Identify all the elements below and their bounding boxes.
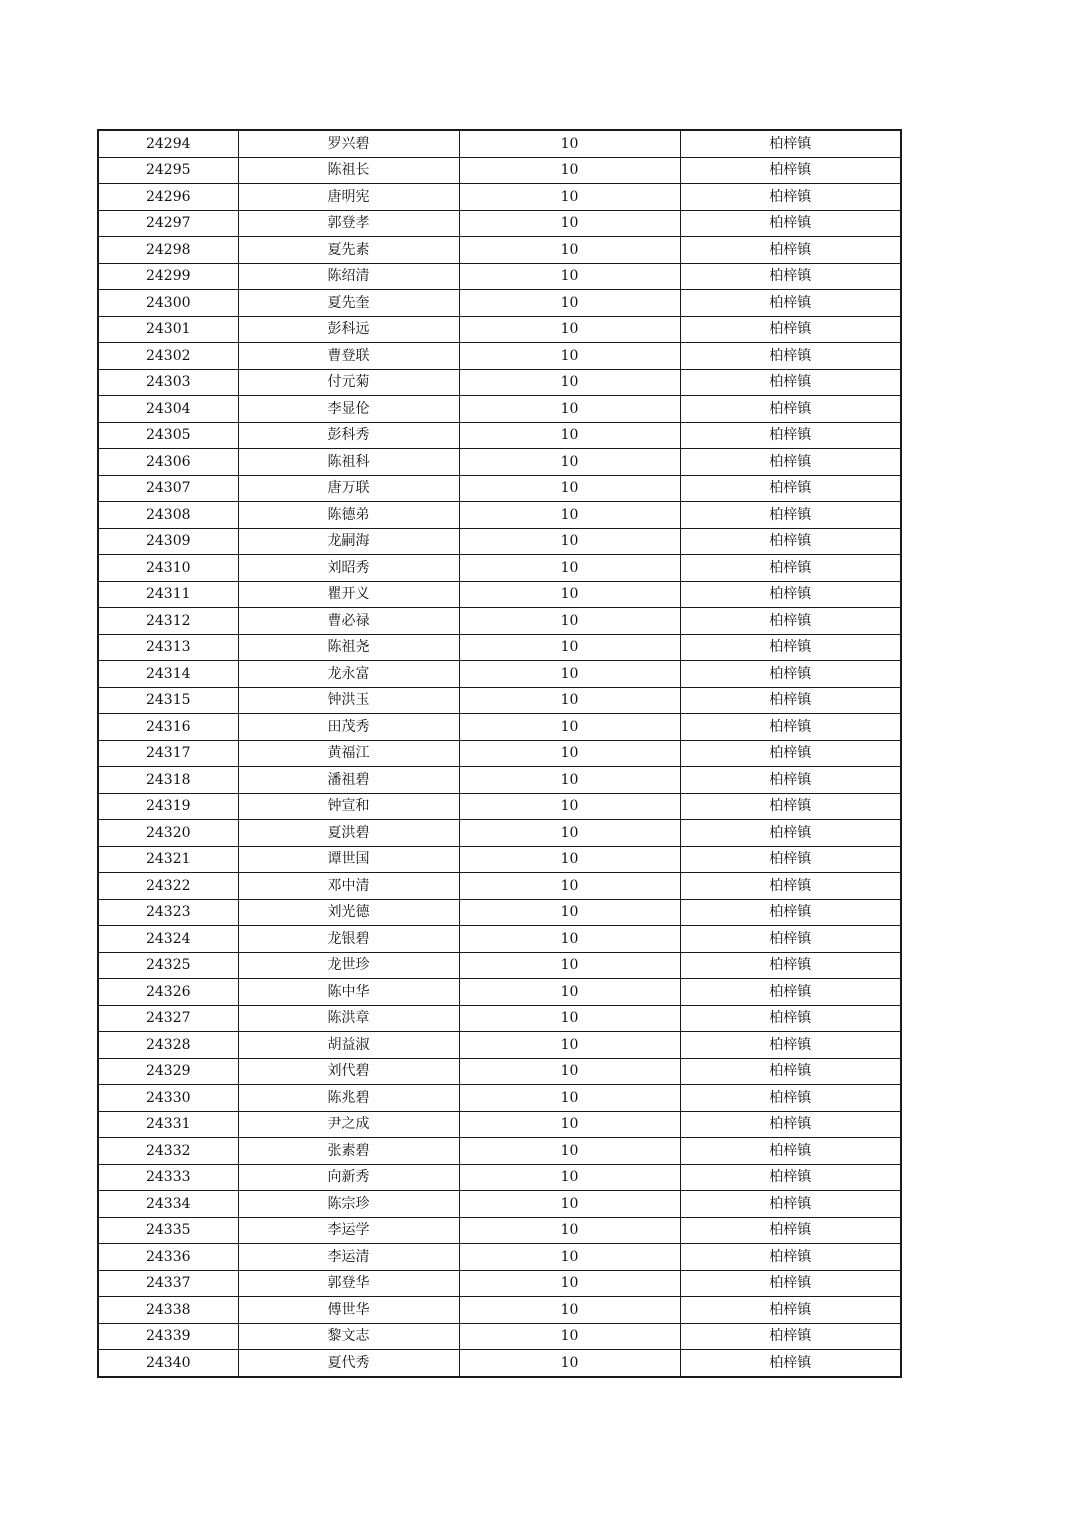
name-cell: 彭科远 <box>238 316 459 343</box>
amount-cell: 10 <box>459 1032 680 1059</box>
amount-cell: 10 <box>459 396 680 423</box>
row-number-cell: 24299 <box>98 263 238 290</box>
town-cell: 柏梓镇 <box>680 608 901 635</box>
table-row <box>98 210 901 237</box>
name-cell: 曹登联 <box>238 343 459 370</box>
amount-cell: 10 <box>459 290 680 317</box>
row-number-cell: 24311 <box>98 581 238 608</box>
amount-cell: 10 <box>459 555 680 582</box>
town-cell: 柏梓镇 <box>680 396 901 423</box>
amount-cell: 10 <box>459 687 680 714</box>
row-number-cell: 24296 <box>98 184 238 211</box>
name-cell: 胡益淑 <box>238 1032 459 1059</box>
table-row <box>98 1138 901 1165</box>
table-row <box>98 502 901 529</box>
amount-cell: 10 <box>459 767 680 794</box>
row-number-cell: 24307 <box>98 475 238 502</box>
table-row <box>98 793 901 820</box>
town-cell: 柏梓镇 <box>680 316 901 343</box>
table-row <box>98 1032 901 1059</box>
amount-cell: 10 <box>459 475 680 502</box>
table-row <box>98 1323 901 1350</box>
town-cell: 柏梓镇 <box>680 581 901 608</box>
table-row <box>98 157 901 184</box>
town-cell: 柏梓镇 <box>680 873 901 900</box>
amount-cell: 10 <box>459 952 680 979</box>
town-cell: 柏梓镇 <box>680 1032 901 1059</box>
town-cell: 柏梓镇 <box>680 687 901 714</box>
amount-cell: 10 <box>459 263 680 290</box>
amount-cell: 10 <box>459 502 680 529</box>
table-row <box>98 979 901 1006</box>
amount-cell: 10 <box>459 369 680 396</box>
table-row <box>98 846 901 873</box>
town-cell: 柏梓镇 <box>680 502 901 529</box>
table-row <box>98 740 901 767</box>
row-number-cell: 24336 <box>98 1244 238 1271</box>
row-number-cell: 24328 <box>98 1032 238 1059</box>
name-cell: 唐万联 <box>238 475 459 502</box>
table-row <box>98 873 901 900</box>
name-cell: 郭登孝 <box>238 210 459 237</box>
town-cell: 柏梓镇 <box>680 290 901 317</box>
name-cell: 张素碧 <box>238 1138 459 1165</box>
table-row <box>98 316 901 343</box>
amount-cell: 10 <box>459 1111 680 1138</box>
amount-cell: 10 <box>459 979 680 1006</box>
town-cell: 柏梓镇 <box>680 740 901 767</box>
name-cell: 付元菊 <box>238 369 459 396</box>
name-cell: 郭登华 <box>238 1270 459 1297</box>
town-cell: 柏梓镇 <box>680 1164 901 1191</box>
name-cell: 陈中华 <box>238 979 459 1006</box>
amount-cell: 10 <box>459 1350 680 1377</box>
amount-cell: 10 <box>459 1191 680 1218</box>
town-cell: 柏梓镇 <box>680 714 901 741</box>
table-row <box>98 926 901 953</box>
row-number-cell: 24316 <box>98 714 238 741</box>
row-number-cell: 24297 <box>98 210 238 237</box>
town-cell: 柏梓镇 <box>680 899 901 926</box>
name-cell: 李显伦 <box>238 396 459 423</box>
name-cell: 刘光德 <box>238 899 459 926</box>
town-cell: 柏梓镇 <box>680 369 901 396</box>
row-number-cell: 24298 <box>98 237 238 264</box>
name-cell: 刘代碧 <box>238 1058 459 1085</box>
name-cell: 龙嗣海 <box>238 528 459 555</box>
name-cell: 刘昭秀 <box>238 555 459 582</box>
row-number-cell: 24310 <box>98 555 238 582</box>
row-number-cell: 24315 <box>98 687 238 714</box>
amount-cell: 10 <box>459 1297 680 1324</box>
amount-cell: 10 <box>459 1164 680 1191</box>
name-cell: 夏代秀 <box>238 1350 459 1377</box>
name-cell: 邓中清 <box>238 873 459 900</box>
amount-cell: 10 <box>459 316 680 343</box>
table-row <box>98 1297 901 1324</box>
town-cell: 柏梓镇 <box>680 210 901 237</box>
town-cell: 柏梓镇 <box>680 820 901 847</box>
row-number-cell: 24329 <box>98 1058 238 1085</box>
table-row <box>98 184 901 211</box>
row-number-cell: 24334 <box>98 1191 238 1218</box>
amount-cell: 10 <box>459 1005 680 1032</box>
row-number-cell: 24321 <box>98 846 238 873</box>
town-cell: 柏梓镇 <box>680 793 901 820</box>
town-cell: 柏梓镇 <box>680 130 901 157</box>
name-cell: 尹之成 <box>238 1111 459 1138</box>
town-cell: 柏梓镇 <box>680 1350 901 1377</box>
amount-cell: 10 <box>459 820 680 847</box>
town-cell: 柏梓镇 <box>680 237 901 264</box>
row-number-cell: 24302 <box>98 343 238 370</box>
name-cell: 向新秀 <box>238 1164 459 1191</box>
row-number-cell: 24339 <box>98 1323 238 1350</box>
name-cell: 黎文志 <box>238 1323 459 1350</box>
table-row <box>98 952 901 979</box>
amount-cell: 10 <box>459 899 680 926</box>
row-number-cell: 24303 <box>98 369 238 396</box>
name-cell: 瞿开义 <box>238 581 459 608</box>
town-cell: 柏梓镇 <box>680 1138 901 1165</box>
row-number-cell: 24304 <box>98 396 238 423</box>
amount-cell: 10 <box>459 740 680 767</box>
name-cell: 陈德弟 <box>238 502 459 529</box>
name-cell: 陈祖科 <box>238 449 459 476</box>
table-row <box>98 767 901 794</box>
amount-cell: 10 <box>459 1270 680 1297</box>
name-cell: 李运学 <box>238 1217 459 1244</box>
table-row <box>98 1111 901 1138</box>
table-row <box>98 290 901 317</box>
amount-cell: 10 <box>459 1217 680 1244</box>
town-cell: 柏梓镇 <box>680 1085 901 1112</box>
amount-cell: 10 <box>459 1244 680 1271</box>
town-cell: 柏梓镇 <box>680 449 901 476</box>
table-row <box>98 396 901 423</box>
amount-cell: 10 <box>459 1323 680 1350</box>
amount-cell: 10 <box>459 634 680 661</box>
row-number-cell: 24326 <box>98 979 238 1006</box>
town-cell: 柏梓镇 <box>680 979 901 1006</box>
amount-cell: 10 <box>459 157 680 184</box>
table-row <box>98 634 901 661</box>
amount-cell: 10 <box>459 661 680 688</box>
amount-cell: 10 <box>459 926 680 953</box>
town-cell: 柏梓镇 <box>680 846 901 873</box>
name-cell: 曹必禄 <box>238 608 459 635</box>
table-row <box>98 1270 901 1297</box>
name-cell: 罗兴碧 <box>238 130 459 157</box>
row-number-cell: 24295 <box>98 157 238 184</box>
amount-cell: 10 <box>459 343 680 370</box>
town-cell: 柏梓镇 <box>680 1005 901 1032</box>
town-cell: 柏梓镇 <box>680 1111 901 1138</box>
town-cell: 柏梓镇 <box>680 634 901 661</box>
row-number-cell: 24332 <box>98 1138 238 1165</box>
table-row <box>98 1244 901 1271</box>
name-cell: 陈祖尧 <box>238 634 459 661</box>
town-cell: 柏梓镇 <box>680 263 901 290</box>
town-cell: 柏梓镇 <box>680 1270 901 1297</box>
row-number-cell: 24300 <box>98 290 238 317</box>
name-cell: 田茂秀 <box>238 714 459 741</box>
amount-cell: 10 <box>459 422 680 449</box>
amount-cell: 10 <box>459 714 680 741</box>
town-cell: 柏梓镇 <box>680 343 901 370</box>
name-cell: 夏先奎 <box>238 290 459 317</box>
row-number-cell: 24324 <box>98 926 238 953</box>
town-cell: 柏梓镇 <box>680 184 901 211</box>
town-cell: 柏梓镇 <box>680 952 901 979</box>
table-row <box>98 263 901 290</box>
amount-cell: 10 <box>459 793 680 820</box>
amount-cell: 10 <box>459 237 680 264</box>
name-cell: 陈宗珍 <box>238 1191 459 1218</box>
name-cell: 钟宣和 <box>238 793 459 820</box>
row-number-cell: 24308 <box>98 502 238 529</box>
town-cell: 柏梓镇 <box>680 926 901 953</box>
row-number-cell: 24338 <box>98 1297 238 1324</box>
table-row <box>98 581 901 608</box>
table-row <box>98 130 901 157</box>
row-number-cell: 24340 <box>98 1350 238 1377</box>
name-cell: 唐明宪 <box>238 184 459 211</box>
row-number-cell: 24330 <box>98 1085 238 1112</box>
name-cell: 夏先素 <box>238 237 459 264</box>
name-cell: 陈祖长 <box>238 157 459 184</box>
row-number-cell: 24331 <box>98 1111 238 1138</box>
name-cell: 钟洪玉 <box>238 687 459 714</box>
row-number-cell: 24320 <box>98 820 238 847</box>
row-number-cell: 24294 <box>98 130 238 157</box>
table-row <box>98 343 901 370</box>
name-cell: 陈兆碧 <box>238 1085 459 1112</box>
table-row <box>98 1164 901 1191</box>
table-row <box>98 475 901 502</box>
table-row <box>98 1085 901 1112</box>
name-cell: 夏洪碧 <box>238 820 459 847</box>
amount-cell: 10 <box>459 210 680 237</box>
table-row <box>98 1350 901 1377</box>
amount-cell: 10 <box>459 1138 680 1165</box>
table-row <box>98 555 901 582</box>
town-cell: 柏梓镇 <box>680 555 901 582</box>
table-row <box>98 1058 901 1085</box>
row-number-cell: 24325 <box>98 952 238 979</box>
table-row <box>98 661 901 688</box>
row-number-cell: 24312 <box>98 608 238 635</box>
row-number-cell: 24317 <box>98 740 238 767</box>
town-cell: 柏梓镇 <box>680 1058 901 1085</box>
amount-cell: 10 <box>459 528 680 555</box>
table-row <box>98 714 901 741</box>
town-cell: 柏梓镇 <box>680 767 901 794</box>
row-number-cell: 24318 <box>98 767 238 794</box>
amount-cell: 10 <box>459 449 680 476</box>
town-cell: 柏梓镇 <box>680 1217 901 1244</box>
town-cell: 柏梓镇 <box>680 1244 901 1271</box>
row-number-cell: 24306 <box>98 449 238 476</box>
amount-cell: 10 <box>459 184 680 211</box>
table-row <box>98 422 901 449</box>
table-row <box>98 687 901 714</box>
town-cell: 柏梓镇 <box>680 422 901 449</box>
row-number-cell: 24323 <box>98 899 238 926</box>
table-row <box>98 899 901 926</box>
name-cell: 陈洪章 <box>238 1005 459 1032</box>
name-cell: 彭科秀 <box>238 422 459 449</box>
town-cell: 柏梓镇 <box>680 475 901 502</box>
amount-cell: 10 <box>459 846 680 873</box>
table-body <box>98 130 901 1377</box>
table-row <box>98 608 901 635</box>
amount-cell: 10 <box>459 873 680 900</box>
table-row <box>98 237 901 264</box>
row-number-cell: 24335 <box>98 1217 238 1244</box>
data-table <box>97 129 902 1378</box>
name-cell: 谭世国 <box>238 846 459 873</box>
name-cell: 李运清 <box>238 1244 459 1271</box>
row-number-cell: 24322 <box>98 873 238 900</box>
amount-cell: 10 <box>459 1058 680 1085</box>
amount-cell: 10 <box>459 1085 680 1112</box>
name-cell: 陈绍清 <box>238 263 459 290</box>
row-number-cell: 24305 <box>98 422 238 449</box>
row-number-cell: 24313 <box>98 634 238 661</box>
amount-cell: 10 <box>459 608 680 635</box>
table-row <box>98 1191 901 1218</box>
row-number-cell: 24327 <box>98 1005 238 1032</box>
name-cell: 龙银碧 <box>238 926 459 953</box>
table-row <box>98 369 901 396</box>
amount-cell: 10 <box>459 581 680 608</box>
town-cell: 柏梓镇 <box>680 528 901 555</box>
table-row <box>98 820 901 847</box>
town-cell: 柏梓镇 <box>680 661 901 688</box>
name-cell: 潘祖碧 <box>238 767 459 794</box>
town-cell: 柏梓镇 <box>680 157 901 184</box>
table-row <box>98 528 901 555</box>
name-cell: 龙世珍 <box>238 952 459 979</box>
row-number-cell: 24337 <box>98 1270 238 1297</box>
town-cell: 柏梓镇 <box>680 1297 901 1324</box>
town-cell: 柏梓镇 <box>680 1191 901 1218</box>
name-cell: 傅世华 <box>238 1297 459 1324</box>
town-cell: 柏梓镇 <box>680 1323 901 1350</box>
table-row <box>98 449 901 476</box>
table-row <box>98 1005 901 1032</box>
name-cell: 黄福江 <box>238 740 459 767</box>
amount-cell: 10 <box>459 130 680 157</box>
table-row <box>98 1217 901 1244</box>
row-number-cell: 24319 <box>98 793 238 820</box>
row-number-cell: 24333 <box>98 1164 238 1191</box>
row-number-cell: 24309 <box>98 528 238 555</box>
row-number-cell: 24301 <box>98 316 238 343</box>
row-number-cell: 24314 <box>98 661 238 688</box>
name-cell: 龙永富 <box>238 661 459 688</box>
